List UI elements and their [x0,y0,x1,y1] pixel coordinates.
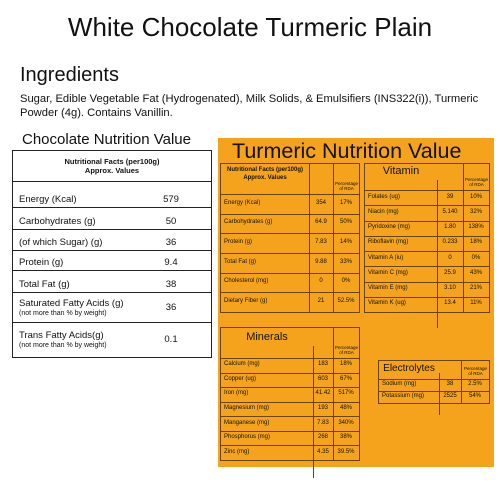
turmeric-facts-row-pct: 50% [339,219,352,226]
chocolate-row-label-text: Trans Fatty Acids(g) [19,330,104,341]
turmeric-facts-row-label: Carbohydrates (g) [224,219,273,226]
minerals-row-value: 603 [317,375,328,382]
vitamin-row-label: Pyridoxine (mg) [368,224,411,231]
turmeric-facts-table [220,163,360,313]
minerals-row-label: Manganese (mg) [224,419,270,426]
vitamin-row-pct: 32% [469,208,482,215]
minerals-row-value: 41.42 [315,390,331,397]
minerals-row-label: Phosphorus (mg) [224,434,271,441]
vitamin-row-value: 1.80 [444,224,456,231]
chocolate-row-label-text: Total Fat (g) [19,279,70,290]
vitamin-row-value: 39 [446,193,454,200]
minerals-row-label: Calcium (mg) [224,361,260,368]
chocolate-row-label [19,257,63,268]
vitamin-row-value: 25.9 [444,269,456,276]
turmeric-facts-row-pct: 17% [339,199,352,206]
chocolate-row-divider [13,292,211,293]
vitamin-row-pct: 43% [469,269,482,276]
turmeric-facts-row [221,253,359,273]
minerals-row-value: 193 [317,404,328,411]
chocolate-row [13,237,211,255]
minerals-row-pct: 18% [339,361,352,368]
chocolate-row-divider [13,322,211,323]
vitamin-row [365,251,489,266]
chocolate-row-label-text: Energy (Kcal) [19,194,77,205]
vitamin-row-label: Vitamin E (mg) [368,285,408,292]
electrolytes-row [379,379,489,391]
minerals-row [221,445,359,460]
turmeric-facts-row-label: Energy (Kcal) [224,199,261,206]
minerals-row-label: Zinc (mg) [224,448,250,455]
vitamin-row-value: 5.140 [442,208,458,215]
chocolate-row-label [19,279,70,290]
turmeric-facts-header-line2: Approx. Values [243,174,287,181]
turmeric-facts-row-pct: 0% [341,278,351,285]
chocolate-row-label [19,298,124,318]
vitamin-row-value: 0.233 [442,239,458,246]
chocolate-row [13,194,211,212]
chocolate-row [13,257,211,275]
chocolate-header-line1: Nutritional Facts (per100g) [64,157,160,166]
electrolytes-row-value: 38 [446,381,454,387]
electrolytes-row-label: Potassium (mg) [382,393,425,399]
minerals-row-pct: 517% [338,390,354,397]
chocolate-row [13,330,211,348]
chocolate-row-value: 9.4 [164,257,178,268]
turmeric-facts-row-value: 21 [317,298,325,305]
vitamin-row-pct: 10% [469,193,482,200]
vitamin-row-pct: 138% [468,224,484,231]
vitamin-row-label: Vitamin A (iu) [368,254,404,261]
minerals-row-pct: 340% [338,419,354,426]
minerals-row [221,373,359,388]
chocolate-row-label [19,330,107,350]
electrolytes-row-pct: 2.5% [468,381,482,387]
vitamin-row-pct: 0% [471,254,481,261]
minerals-row-value: 268 [317,434,328,441]
turmeric-nutrition-title: Turmeric Nutrition Value [232,139,462,163]
vitamin-row [365,190,489,205]
minerals-row-pct: 67% [339,375,352,382]
minerals-row-value: 7.83 [317,419,329,426]
minerals-row [221,402,359,417]
chocolate-row [13,279,211,297]
turmeric-facts-header [221,167,309,182]
chocolate-nutrition-table [12,150,212,358]
minerals-row-label: Copper (ug) [224,375,257,382]
minerals-row [221,358,359,373]
minerals-title: Minerals [246,331,288,343]
turmeric-facts-row-value: 64.9 [315,219,327,226]
chocolate-row-value: 38 [165,279,177,290]
vitamin-row-value: 3.10 [444,285,456,292]
minerals-row-value: 4.35 [317,448,329,455]
turmeric-facts-row-value: 9.88 [315,258,327,265]
chocolate-row-label [19,237,102,248]
chocolate-table-header [13,151,211,182]
vitamin-row-label: Vitamin K (ug) [368,300,406,307]
chocolate-row-divider [13,229,211,230]
turmeric-facts-row [221,214,359,234]
electrolytes-row-pct: 54% [468,393,481,399]
electrolytes-table [378,360,490,404]
vitamin-row [365,282,489,297]
chocolate-row [13,216,211,234]
minerals-pct-header: Percentage of RDA [334,345,359,355]
vitamin-row [365,266,489,281]
turmeric-facts-row-value: 7.83 [315,239,327,246]
chocolate-nutrition-title: Chocolate Nutrition Value [22,131,191,148]
turmeric-facts-row [221,292,359,312]
vitamin-row-pct: 11% [470,300,482,307]
vitamin-row-label: Folates (ug) [368,193,401,200]
chocolate-row-label [19,194,77,205]
minerals-row-value: 183 [317,361,328,368]
turmeric-facts-row-pct: 14% [339,239,352,246]
chocolate-row-label [19,216,96,227]
chocolate-row-label-text: Saturated Fatty Acids (g) [19,298,124,309]
chocolate-row-label-text: Carbohydrates (g) [19,216,96,227]
vitamin-row [365,297,489,312]
turmeric-facts-row-pct: 52.5% [337,298,355,305]
vitamin-pct-header: Percentage of RDA [464,177,489,187]
minerals-row [221,416,359,431]
chocolate-row [13,298,211,316]
vitamin-row [365,221,489,236]
turmeric-facts-row-value: 0 [319,278,323,285]
vitamin-row-pct: 18% [469,239,482,246]
turmeric-facts-row-label: Cholesterol (mg) [224,278,269,285]
chocolate-row-value: 36 [165,237,177,248]
minerals-row [221,431,359,446]
turmeric-facts-row-label: Protein (g) [224,239,253,246]
page-title: White Chocolate Turmeric Plain [67,12,433,42]
minerals-row-label: Magnesium (mg) [224,404,270,411]
turmeric-facts-pct-header: Percentage of RDA [334,181,359,191]
turmeric-facts-row [221,233,359,253]
electrolytes-title: Electrolytes [383,363,435,374]
chocolate-row-divider [13,250,211,251]
chocolate-row-value: 50 [165,216,177,227]
turmeric-facts-row [221,273,359,293]
chocolate-row-value: 579 [163,194,179,205]
electrolytes-row [379,391,489,403]
vitamin-row-value: 13.4 [444,300,456,307]
turmeric-facts-row-pct: 33% [339,258,352,265]
turmeric-facts-row-label: Dietary Fiber (g) [224,298,268,305]
turmeric-facts-row-label: Total Fat (g) [224,258,257,265]
turmeric-facts-row [221,194,359,214]
chocolate-row-note: (not more than % by weight) [19,342,107,349]
ingredients-heading: Ingredients [20,64,119,86]
vitamin-row-label: Vitamin C (mg) [368,269,408,276]
minerals-row-pct: 38% [339,434,352,441]
minerals-row-label: Iron (mg) [224,390,249,397]
turmeric-facts-header-line1: Nutritional Facts (per100g) [226,167,303,173]
vitamin-title: Vitamin [382,165,420,177]
ingredients-text: Sugar, Edible Vegetable Fat (Hydrogenated), Milk Solids, & Emulsifiers (INS322(i)), Turmeric Powder (4g). Contains Vanillin. [20,93,479,119]
chocolate-row-divider [13,207,211,208]
minerals-row [221,387,359,402]
chocolate-row-value: 36 [165,302,177,313]
chocolate-row-divider [13,270,211,271]
turmeric-facts-row-value: 354 [315,199,326,206]
minerals-row-pct: 48% [339,404,352,411]
minerals-table [220,327,360,461]
electrolytes-pct-header: Percentage of RDA [463,366,488,376]
chocolate-row-note: (not more than % by weight) [19,310,107,317]
vitamin-row [365,236,489,251]
chocolate-row-label-text: (of which Sugar) (g) [19,237,103,248]
vitamin-row-pct: 21% [469,285,482,292]
vitamin-row-label: Niacin (mg) [368,208,399,215]
chocolate-row-label-text: Protein (g) [19,257,64,268]
vitamin-row-label: Riboflavin (mg) [368,239,409,246]
electrolytes-row-label: Sodium (mg) [382,381,417,387]
vitamin-row-value: 0 [448,254,452,261]
chocolate-row-value: 0.1 [164,334,178,345]
electrolytes-row-value: 2525 [443,393,457,399]
vitamin-row [365,205,489,220]
vitamin-table [364,163,490,313]
minerals-row-pct: 39.5% [337,448,355,455]
chocolate-header-line2: Approx. Values [84,166,140,175]
